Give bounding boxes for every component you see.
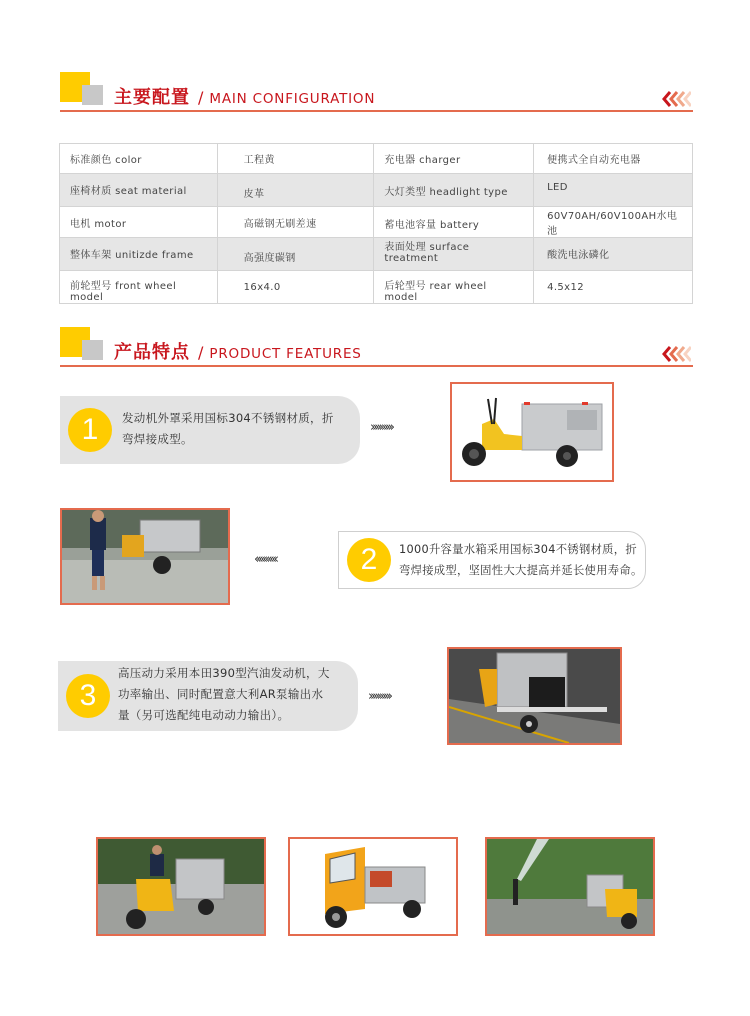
arrows-right-icon: ›››››››››› <box>368 689 390 704</box>
feature-card-1 <box>60 396 360 464</box>
feature-text-line: 弯焊接成型，坚固性大大提高并延长使用寿命。 <box>399 564 643 577</box>
spec-table <box>59 143 693 304</box>
spec-label: 标准颜色 color <box>60 144 218 174</box>
feature-number-badge: 1 <box>68 408 112 452</box>
section-title-cn: 主要配置 <box>114 87 190 108</box>
section-title <box>114 338 362 364</box>
spec-label: 蓄电池容量 battery <box>374 207 534 238</box>
feature-description <box>122 408 334 450</box>
feature-card-2 <box>338 531 646 589</box>
engine-scene-illustration <box>449 649 620 743</box>
spec-value: 60V70AH/60V100AH水电池 <box>534 207 693 238</box>
cleaning-scene-illustration <box>62 510 228 603</box>
spec-value: 便携式全自动充电器 <box>534 144 693 174</box>
feature-text-line: 功率输出、同时配置意大利AR泵输出水 <box>118 687 324 701</box>
section-title <box>114 83 375 109</box>
feature-card-3 <box>58 661 358 731</box>
table-row <box>60 144 693 174</box>
cabin-tricycle-illustration <box>290 839 456 934</box>
product-photo-tricycle-tank <box>450 382 614 482</box>
table-row <box>60 271 693 304</box>
spec-label: 整体车架 unitizde frame <box>60 238 218 271</box>
spec-value: 酸洗电泳磷化 <box>534 238 693 271</box>
feature-text-line: 弯焊接成型。 <box>122 432 193 446</box>
table-row <box>60 207 693 238</box>
section-title-cn: 产品特点 <box>114 342 190 363</box>
spec-value: 工程黄 <box>217 144 374 174</box>
spec-label: 大灯类型 headlight type <box>374 174 534 207</box>
gallery-photo-3 <box>485 837 655 936</box>
spec-label: 电机 motor <box>60 207 218 238</box>
header-divider <box>60 110 693 112</box>
product-photo-cleaning <box>60 508 230 605</box>
spec-value: 16x4.0 <box>217 271 374 304</box>
feature-number-badge: 3 <box>66 674 110 718</box>
spec-value: 高强度碳钢 <box>217 238 374 271</box>
arrows-left-icon: ‹‹‹‹‹‹‹‹‹‹ <box>254 552 276 567</box>
gallery-photo-1 <box>96 837 266 936</box>
spec-label: 前轮型号 front wheel model <box>60 271 218 304</box>
spec-label: 座椅材质 seat material <box>60 174 218 207</box>
section-header-product-features <box>60 327 693 367</box>
spec-label: 充电器 charger <box>374 144 534 174</box>
section-title-en: MAIN CONFIGURATION <box>209 91 376 107</box>
riding-scene-illustration <box>98 839 264 934</box>
spec-value: LED <box>534 174 693 207</box>
section-header-main-configuration <box>60 72 693 112</box>
feature-description <box>399 539 643 581</box>
spec-label: 后轮型号 rear wheel model <box>374 271 534 304</box>
title-slash: / <box>198 343 204 362</box>
feature-text-line: 高压动力采用本田390型汽油发动机，大 <box>118 666 330 680</box>
gray-square-decor <box>82 85 103 105</box>
spec-value: 皮革 <box>217 174 374 207</box>
table-row <box>60 174 693 207</box>
feature-text-line: 发动机外罩采用国标304不锈钢材质，折 <box>122 411 334 425</box>
title-slash: / <box>198 88 204 107</box>
section-title-en: PRODUCT FEATURES <box>209 346 362 362</box>
spec-value: 高磁钢无刷差速 <box>217 207 374 238</box>
arrows-right-icon: ›››››››››› <box>370 420 392 435</box>
feature-text-line: 1000升容量水箱采用国标304不锈钢材质，折 <box>399 543 637 556</box>
product-photo-engine <box>447 647 622 745</box>
spec-label: 表面处理 surface treatment <box>374 238 534 271</box>
spec-value: 4.5x12 <box>534 271 693 304</box>
gray-square-decor <box>82 340 103 360</box>
feature-number-badge: 2 <box>347 538 391 582</box>
feature-description <box>118 663 330 726</box>
table-row <box>60 238 693 271</box>
tricycle-illustration <box>452 384 612 480</box>
header-divider <box>60 365 693 367</box>
chevrons-left-icon <box>661 90 691 108</box>
chevrons-left-icon <box>661 345 691 363</box>
spraying-scene-illustration <box>487 839 653 934</box>
gallery-photo-2 <box>288 837 458 936</box>
feature-text-line: 量（另可选配纯电动动力输出）。 <box>118 708 290 722</box>
